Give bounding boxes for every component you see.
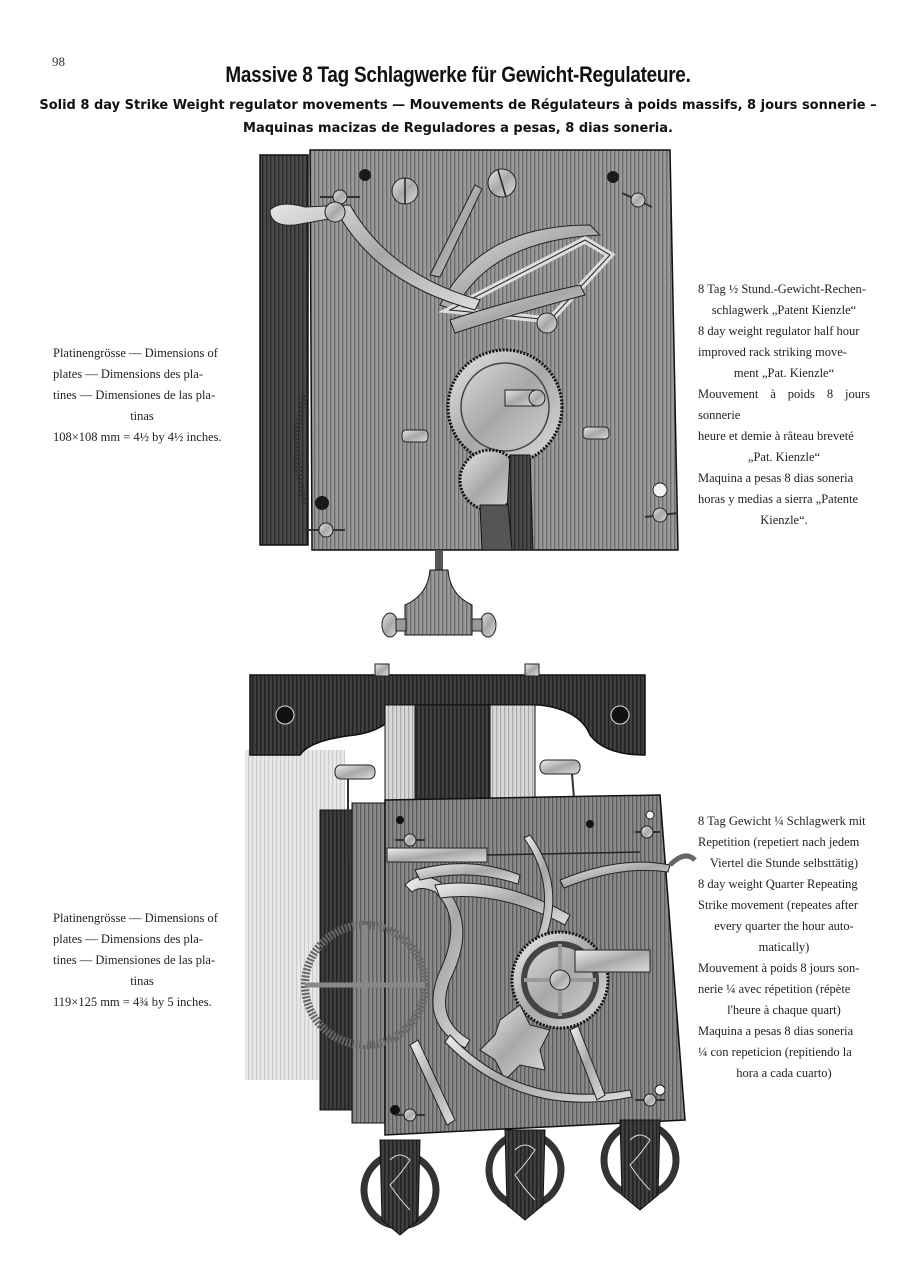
dimensions-label-line: plates — Dimensions des pla- xyxy=(53,367,203,381)
dimensions-value: 119×125 mm = 4¾ by 5 inches. xyxy=(53,995,212,1009)
description-line: Maquina a pesas 8 dias soneria xyxy=(698,1024,854,1038)
description-line: ment „Pat. Kienzle“ xyxy=(733,366,835,380)
description-caption-2 xyxy=(698,811,870,1084)
page-number: 98 xyxy=(52,54,65,69)
weight-pulley-1 xyxy=(364,1140,436,1235)
weight-pulley-2 xyxy=(489,1130,561,1220)
seatboard-peg xyxy=(375,664,389,676)
description-line: 8 Tag Gewicht ¼ Schlagwerk mit xyxy=(698,814,866,828)
dimensions-label-line: tines — Dimensiones de las pla- xyxy=(53,953,216,967)
description-line: Mouvement à poids 8 jours son- xyxy=(698,961,860,975)
seatboard-hole xyxy=(276,706,294,724)
description-line: „Pat. Kienzle“ xyxy=(747,450,821,464)
description-line: Viertel die Stunde selbsttätig) xyxy=(709,856,859,870)
movement-illustration-1 xyxy=(250,145,690,655)
bell-stand xyxy=(540,760,580,798)
movement-illustration-2 xyxy=(240,660,700,1240)
seatboard-hole xyxy=(611,706,629,724)
dimensions-caption-2 xyxy=(53,908,231,1013)
click-spring xyxy=(575,950,650,972)
pivot xyxy=(537,313,557,333)
suspension-knob xyxy=(472,613,496,637)
hammer-bar xyxy=(387,848,487,862)
description-caption-1 xyxy=(698,279,870,531)
suspension-bracket xyxy=(405,570,472,635)
dimensions-label-line: tines — Dimensiones de las pla- xyxy=(53,388,216,402)
description-line: Repetition (repetiert nach jedem xyxy=(698,835,860,849)
page-subtitle-line-2: Maquinas macizas de Reguladores a pesas, 8 dias soneria. xyxy=(243,121,673,136)
weight-pulley-3 xyxy=(604,1120,676,1210)
plate-hole xyxy=(359,169,371,181)
post xyxy=(402,430,428,442)
description-line: every quarter the hour auto- xyxy=(714,919,854,933)
description-line: heure et demie à râteau breveté xyxy=(698,429,854,443)
description-line: horas y medias a sierra „Patente xyxy=(698,492,859,506)
description-line: Maquina a pesas 8 dias soneria xyxy=(698,471,854,485)
plate-hole xyxy=(607,171,619,183)
description-line: l'heure à chaque quart) xyxy=(727,1003,841,1017)
description-line: hora a cada cuarto) xyxy=(736,1066,832,1080)
page-subtitle-line-1: Solid 8 day Strike Weight regulator movements — Mouvements de Régulateurs à poids massifs, 8 jours sonnerie – xyxy=(39,98,877,113)
page-title: Massive 8 Tag Schlagwerke für Gewicht-Regulateure. xyxy=(225,62,691,87)
description-line: 8 day weight regulator half hour xyxy=(698,324,860,338)
hook-lever xyxy=(670,856,695,865)
plate-hole xyxy=(653,483,667,497)
description-line: nerie ¼ avec répetition (répète xyxy=(698,982,851,996)
description-line: 8 day weight Quarter Repeating xyxy=(698,877,858,891)
description-line: schlagwerk „Patent Kienzle“ xyxy=(711,303,857,317)
description-line: matically) xyxy=(758,940,810,954)
description-line: ¼ con repeticion (repitiendo la xyxy=(698,1045,852,1059)
description-line: improved rack striking move- xyxy=(698,345,847,359)
seatboard-peg xyxy=(525,664,539,676)
description-line: Strike movement (repeates after xyxy=(698,898,858,912)
dimensions-label-line: Platinengrösse — Dimensions of xyxy=(53,911,218,925)
description-line: 8 Tag ½ Stund.-Gewicht-Rechen- xyxy=(698,282,866,296)
dimensions-label-line: Platinengrösse — Dimensions of xyxy=(53,346,218,360)
dimensions-caption-1 xyxy=(53,343,231,448)
dimensions-value: 108×108 mm = 4½ by 4½ inches. xyxy=(53,430,222,444)
rear-plate-dark xyxy=(415,705,490,800)
description-line: Kienzle“. xyxy=(760,513,808,527)
pivot xyxy=(325,202,345,222)
post xyxy=(583,427,609,439)
description-line: Mouvement à poids 8 jours sonnerie xyxy=(698,387,870,422)
plate-hole xyxy=(315,496,329,510)
dimensions-label-line: tinas xyxy=(130,409,154,423)
dimensions-label-line: tinas xyxy=(130,974,154,988)
suspension-rod xyxy=(435,550,443,570)
dimensions-label-line: plates — Dimensions des pla- xyxy=(53,932,203,946)
suspension-knob xyxy=(382,613,406,637)
strike-wheel xyxy=(448,350,562,464)
plate-slot xyxy=(480,505,512,550)
